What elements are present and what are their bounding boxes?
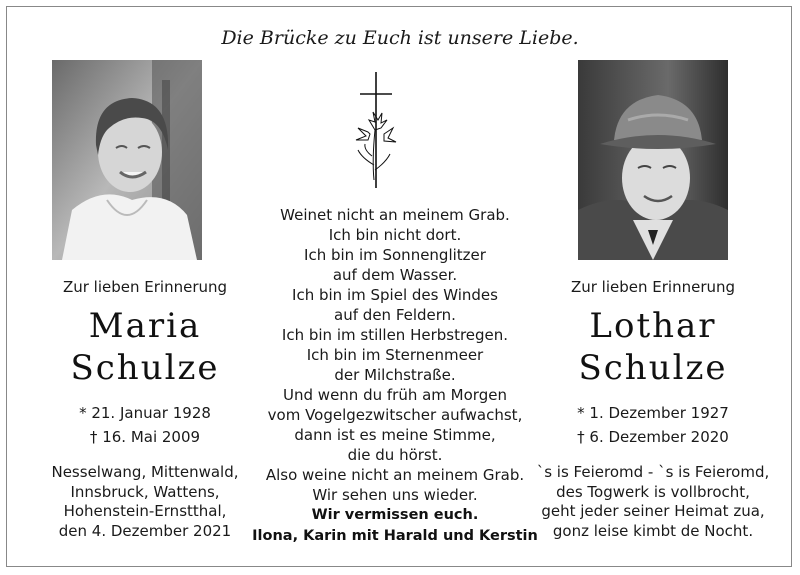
poem-line: Ich bin im Sternenmeer [306,346,484,364]
poem-line: der Milchstraße. [334,366,456,384]
portrait-photo-lothar [578,60,728,260]
first-name: Maria [88,306,202,346]
place-line: den 4. Dezember 2021 [58,521,232,540]
place-line: Innsbruck, Wattens, [70,482,220,501]
poem [240,205,550,505]
verse-line: `s is Feieromd - `s is Feieromd, [536,463,770,481]
poem-line: Weinet nicht an meinem Grab. [280,206,510,224]
poem-line: Ich bin im stillen Herbstregen. [281,326,509,344]
place-line: Nesselwang, Mittenwald, [51,463,239,481]
verse-line: geht jeder seiner Heimat zua, [541,502,765,520]
poem-line: auf den Feldern. [334,306,456,324]
poem-line: Ich bin nicht dort. [328,226,462,244]
last-name: Schulze [70,348,220,388]
life-dates [20,401,270,449]
portrait-man-icon [578,60,728,260]
farewell-verse [528,463,778,541]
poem-line: Wir sehen uns wieder. [312,486,478,504]
birth-date: * 21. Januar 1928 [79,404,211,422]
first-name: Lothar [589,306,717,346]
remember-label: Zur lieben Erinnerung [570,278,736,296]
verse-line: gonz leise kimbt de Nocht. [552,521,754,540]
poem-line: dann ist es meine Stimme, [294,426,496,444]
last-name: Schulze [578,348,728,388]
signature-line: Wir vermissen euch. [311,507,479,523]
verse-line: des Togwerk is vollbrocht, [556,482,750,501]
poem-line: Und wenn du früh am Morgen [283,386,507,404]
signature-line: Ilona, Karin mit Harald und Kerstin [252,528,538,544]
poem-line: Also weine nicht an meinem Grab. [265,466,525,484]
death-date: † 16. Mai 2009 [89,428,201,446]
portrait-woman-icon [52,60,202,260]
birth-date: * 1. Dezember 1927 [577,404,729,422]
cross-icon [348,70,398,190]
poem-line: die du hörst. [347,446,443,464]
signature [230,505,560,547]
death-date: † 6. Dezember 2020 [577,428,729,446]
poem-line: Ich bin im Sonnenglitzer [304,246,486,264]
remember-label: Zur lieben Erinnerung [62,278,228,296]
motto: Die Brücke zu Euch ist unsere Liebe. [221,27,579,49]
life-dates [528,401,778,449]
poem-line: auf dem Wasser. [332,266,458,284]
poem-line: Ich bin im Spiel des Windes [292,286,498,304]
portrait-photo-maria [52,60,202,260]
place-line: Hohenstein-Ernstthal, [63,502,227,520]
poem-line: vom Vogelgezwitscher aufwachst, [267,406,523,424]
